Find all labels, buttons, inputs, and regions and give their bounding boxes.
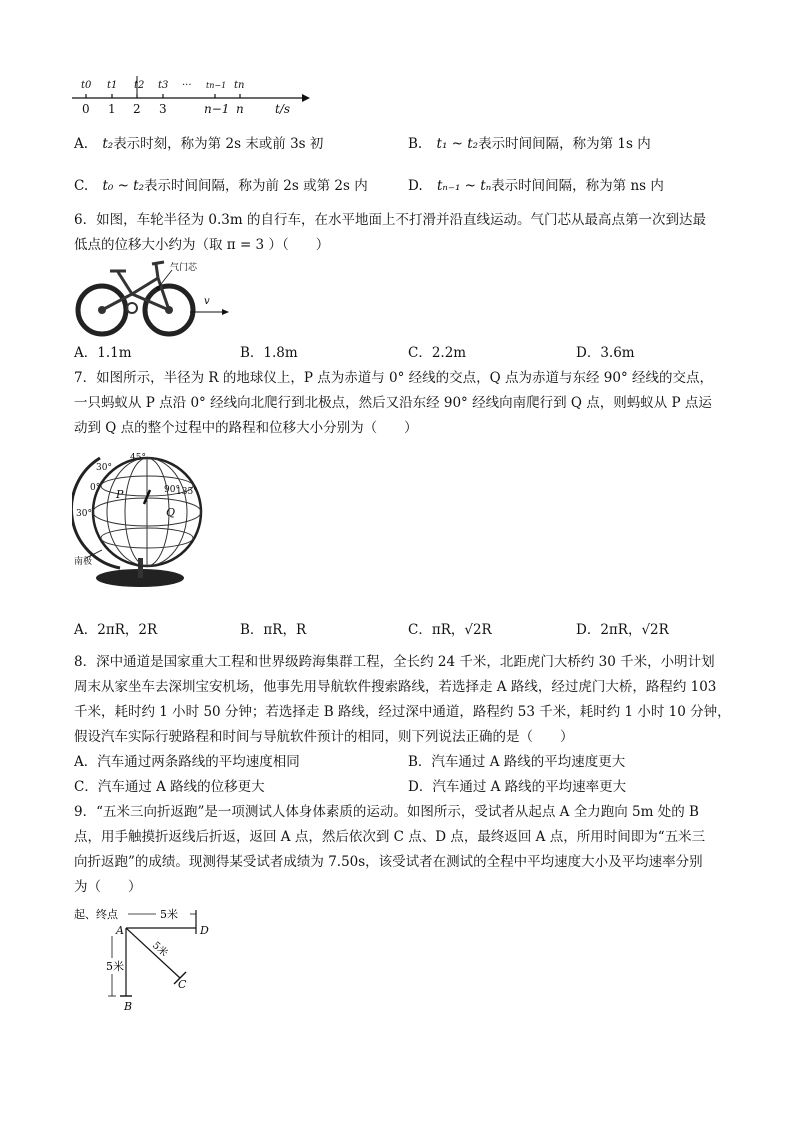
velocity-label: v [204, 296, 210, 307]
south-pole-label: 南极 [74, 557, 93, 567]
tl-bot-2: 2 [133, 102, 141, 116]
point-p-label: P [116, 488, 124, 501]
q8-line-3: 千米，耗时约 1 小时 50 分钟；若选择走 B 路线，经过深中通道，路程约 53 千米，耗时约 1 小时 10 分钟， [74, 704, 731, 720]
point-a-label: A [116, 924, 124, 937]
option-letter: A. [74, 136, 89, 152]
point-c-label: C [178, 978, 187, 991]
q7-option-d[interactable]: D．2πR，√2R [576, 622, 669, 638]
lon-90: 90° [164, 485, 180, 495]
q6-option-c[interactable]: C．2.2m [408, 345, 467, 361]
lon-135: 135° [176, 487, 198, 497]
option-text: 表示时刻，称为第 2s 末或前 3s 初 [113, 136, 324, 152]
point-b-label: B [124, 1000, 133, 1013]
tl-top-4: ··· [182, 80, 192, 91]
q9-line-2: 点，用手触摸折返线后折返，返回 A 点，然后依次到 C 点、D 点，最终返回 A 点，所用时间即为“五米三 [74, 829, 706, 845]
option-symbol: t₂ [102, 136, 114, 152]
start-end-label: 起、终点 [74, 908, 118, 921]
q7-line-2: 一只蚂蚁从 P 点沿 0° 经线向北爬行到北极点，然后又沿东经 90° 经线向南爬行到 Q 点，则蚂蚁从 P 点运 [74, 395, 712, 411]
q7-line-3: 动到 Q 点的整个过程中的路程和位移大小分别为（ ） [74, 420, 418, 436]
q8-option-c[interactable]: C．汽车通过 A 路线的位移更大 [74, 779, 265, 795]
option-text: 表示时间间隔，称为前 2s 或第 2s 内 [144, 178, 368, 194]
q9-line-4: 为（ ） [74, 879, 142, 895]
option-symbol: tₙ₋₁ ~ tₙ [436, 178, 492, 194]
option-symbol: t₁ ~ t₂ [436, 136, 479, 152]
top-length-label: 5米 [160, 908, 178, 921]
q9-line-3: 向折返跑”的成绩。现测得某受试者成绩为 7.50s，该受试者在测试的全程中平均速度大小及平均速率分别 [74, 854, 703, 870]
lat-30-north: 30° [96, 463, 112, 473]
tl-top-1: t1 [107, 80, 118, 91]
tl-bot-0: 0 [82, 102, 90, 116]
q8-line-4: 假设汽车实际行驶路程和时间与导航软件预计的相同，则下列说法正确的是（ ） [74, 729, 574, 745]
q6-option-d[interactable]: D．3.6m [576, 345, 635, 361]
timeline-figure [70, 74, 310, 116]
q8-option-b[interactable]: B．汽车通过 A 路线的平均速度更大 [408, 754, 626, 770]
q8-option-d[interactable]: D．汽车通过 A 路线的平均速率更大 [408, 779, 627, 795]
tl-bot-5: n [236, 102, 244, 116]
tl-top-2: t2 [134, 80, 145, 91]
point-d-label: D [200, 924, 209, 937]
tl-top-0: t0 [81, 80, 92, 91]
lon-0: 0° [90, 483, 101, 493]
q6-line-2: 低点的位移大小约为（取 π = 3 ）（ ） [74, 237, 330, 253]
left-length-label: 5米 [106, 960, 124, 973]
tl-bot-4: n−1 [204, 102, 230, 116]
option-symbol: t₀ ~ t₂ [102, 178, 145, 194]
q6-line-1: 6．如图，车轮半径为 0.3m 的自行车，在水平地面上不打滑并沿直线运动。气门芯从最高点第一次到达最 [74, 212, 706, 228]
q7-option-a[interactable]: A．2πR，2R [74, 622, 158, 638]
lat-30-south: 30° [76, 509, 92, 519]
lon-45: 45° [130, 453, 146, 463]
tl-bot-1: 1 [108, 102, 116, 116]
tl-top-5: tn−1 [206, 81, 227, 90]
q5-option-d[interactable] [408, 176, 664, 196]
option-text: 表示时间间隔，称为第 1s 内 [478, 136, 651, 152]
q5-option-b[interactable] [408, 134, 651, 154]
q6-option-b[interactable]: B．1.8m [240, 345, 298, 361]
q8-line-1: 8．深中通道是国家重大工程和世界级跨海集群工程，全长约 24 千米，北距虎门大桥约 30 千米，小明计划 [74, 654, 715, 670]
option-letter: C. [74, 178, 89, 194]
tl-bot-6: t/s [275, 102, 291, 116]
q7-line-1: 7．如图所示，半径为 R 的地球仪上，P 点为赤道与 0° 经线的交点，Q 点为赤道与东经 90° 经线的交点， [74, 370, 714, 386]
shuttle-run-figure [72, 904, 222, 1014]
tl-top-6: tn [234, 80, 245, 91]
tl-top-3: t3 [158, 80, 169, 91]
point-q-label: Q [166, 506, 176, 519]
q9-line-1: 9．“五米三向折返跑”是一项测试人体身体素质的运动。如图所示，受试者从起点 A 全力跑向 5m 处的 B [74, 804, 699, 820]
tl-bot-3: 3 [159, 102, 167, 116]
q6-option-a[interactable]: A．1.1m [74, 345, 132, 361]
diagonal-length-label: 5米 [149, 940, 170, 960]
option-text: 表示时间间隔，称为第 ns 内 [491, 178, 664, 194]
globe-figure [72, 446, 212, 596]
q5-option-c[interactable] [74, 176, 368, 196]
q5-option-a[interactable] [74, 134, 323, 154]
option-letter: D. [408, 178, 423, 194]
valve-label: 气门芯 [170, 263, 198, 273]
q8-line-2: 周末从家坐车去深圳宝安机场，他事先用导航软件搜索路线，若选择走 A 路线，经过虎门大桥，路程约 103 [74, 679, 717, 695]
q8-option-a[interactable]: A．汽车通过两条路线的平均速度相同 [74, 754, 300, 770]
q7-option-b[interactable]: B．πR，R [240, 622, 307, 638]
bicycle-figure [72, 258, 248, 338]
option-letter: B. [408, 136, 423, 152]
q7-option-c[interactable]: C．πR，√2R [408, 622, 492, 638]
